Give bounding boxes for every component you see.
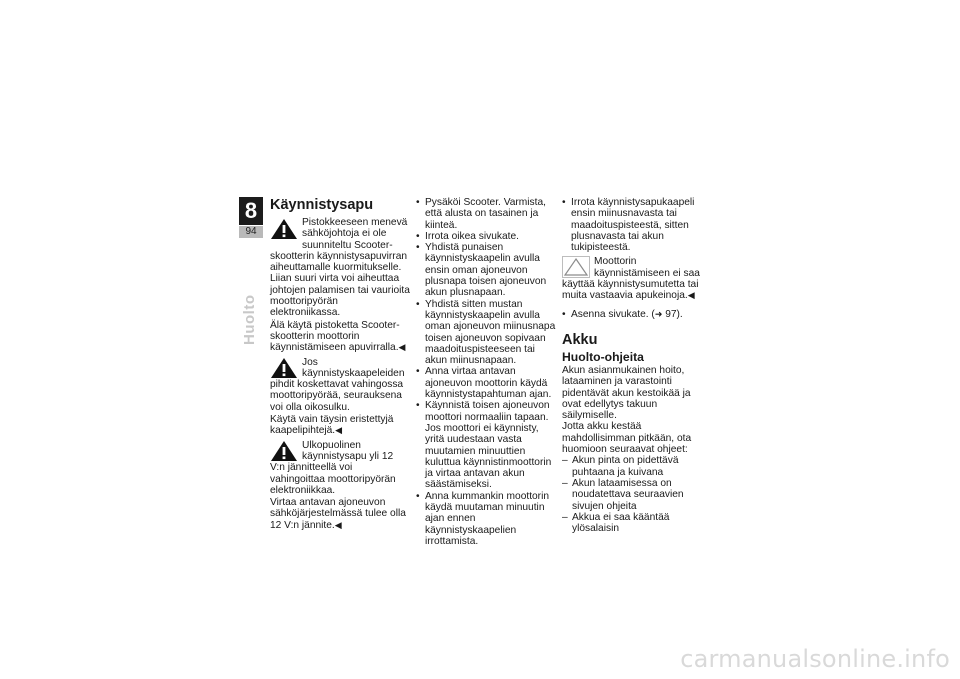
column-2 <box>416 197 556 547</box>
procedure-list-continued <box>562 197 702 253</box>
list-item: • Asenna sivukate. (➜ 97). <box>562 309 702 320</box>
subheading-maintenance: Huolto-ohjeita <box>562 349 644 364</box>
warning-note-3 <box>270 440 410 496</box>
list-item: • Anna kummankin moottorin käydä muutaman minuutin ajan ennen käynnistyskaapelien irrottamista. <box>416 491 556 547</box>
chapter-title: Huolto <box>241 294 258 345</box>
procedure-list-end <box>562 309 702 320</box>
info-text: Moottorin käynnistämiseen ei saa käyttää käynnistysumutetta tai muita vastaavia apukeinoja. <box>562 256 700 302</box>
paragraph: Jotta akku kestää mahdollisimman pitkään, ota huomioon seuraavat ohjeet: <box>562 421 692 456</box>
chapter-number: 8 <box>239 197 263 225</box>
page-number: 94 <box>239 226 263 238</box>
list-item: • Irrota käynnistysapukaapeli ensin miinusnavasta tai maadoituspisteestä, sitten plusnavasta tai akun tukipisteestä. <box>562 197 702 253</box>
warning-text-3b: Virtaa antavan ajoneuvon sähköjärjestelmässä tulee olla 12 V:n jännite.◀ <box>270 497 406 531</box>
list-item: • Anna virtaa antavan ajoneuvon moottorin käydä käynnistystapahtuman ajan. <box>416 366 556 400</box>
list-item: • Käynnistä toisen ajoneuvon moottori normaaliin tapaan. Jos moottori ei käynnisty, yritä uudestaan vasta muutamien minuuttien kuluttua käynnistinmoottorin ja virtaa antavan akun säästämiseksi. <box>416 400 556 490</box>
list-item: • Yhdistä punaisen käynnistyskaapelin avulla ensin oman ajoneuvon plusnapa toisen ajoneuvon akun plusnapaan. <box>416 242 556 298</box>
list-item: • Irrota oikea sivukate. <box>416 231 556 242</box>
info-note <box>562 256 702 301</box>
section-heading-jump-start: Käynnistysapu <box>270 197 374 213</box>
section-heading-battery: Akku <box>562 331 598 348</box>
info-triangle-icon <box>562 256 590 278</box>
page-reference-icon: ➜ <box>654 308 663 319</box>
end-mark: ◀ <box>687 290 695 301</box>
procedure-list <box>416 197 556 547</box>
end-mark: ◀ <box>334 519 342 530</box>
warning-text-1b: Älä käytä pistoketta Scooter-skootterin moottorin käynnistämiseen apuvirralla.◀ <box>270 319 406 354</box>
warning-text-3: Ulkopuolinen käynnistysapu yli 12 V:n jännitteellä voi vahingoittaa moottoripyörän elektroniikkaa. <box>270 439 396 496</box>
warning-note-2 <box>270 357 410 413</box>
list-item: • Yhdistä sitten mustan käynnistyskaapelin avulla oman ajoneuvon miinusnapa toisen ajoneuvon sopivaan maadoituspisteeseen tai akun miinusnapaan. <box>416 299 556 367</box>
warning-triangle-icon <box>270 357 298 379</box>
dash-list <box>562 455 702 534</box>
end-mark: ◀ <box>398 342 406 353</box>
list-item: – Akun pinta on pidettävä puhtaana ja kuivana <box>562 455 702 478</box>
list-item: – Akkua ei saa kääntää ylösalaisin <box>562 512 702 535</box>
list-item: – Akun lataamisessa on noudatettava seuraavien sivujen ohjeita <box>562 478 702 512</box>
column-1 <box>270 197 410 531</box>
warning-note-1 <box>270 217 410 319</box>
warning-text-1: Pistokkeeseen menevä sähköjohtoja ei ole suunniteltu Scooter-skootterin käynnistysapuvirran aiheuttamalle kuormitukselle. Liian suuri virta voi aiheuttaa johtojen palamisen tai vaurioita moottoripyörän elektroniikassa. <box>270 217 410 319</box>
warning-triangle-icon <box>270 218 298 240</box>
column-3 <box>562 197 702 534</box>
warning-text-2b: Käytä vain täysin eristettyjä kaapelipihtejä.◀ <box>270 414 394 437</box>
paragraph: Akun asianmukainen hoito, lataaminen ja varastointi pidentävät akun kestoikää ja ovat edellytys takuun säilymiselle. <box>562 364 691 422</box>
list-item: • Pysäköi Scooter. Varmista, että alusta on tasainen ja kiinteä. <box>416 197 556 231</box>
end-mark: ◀ <box>335 425 343 436</box>
watermark: carmanualsonline.info <box>680 645 950 673</box>
warning-triangle-icon <box>270 440 298 462</box>
warning-text-2: Jos käynnistyskaapeleiden pihdit koskettavat vahingossa moottoripyörää, seurauksena voi olla oikosulku. <box>270 356 405 413</box>
